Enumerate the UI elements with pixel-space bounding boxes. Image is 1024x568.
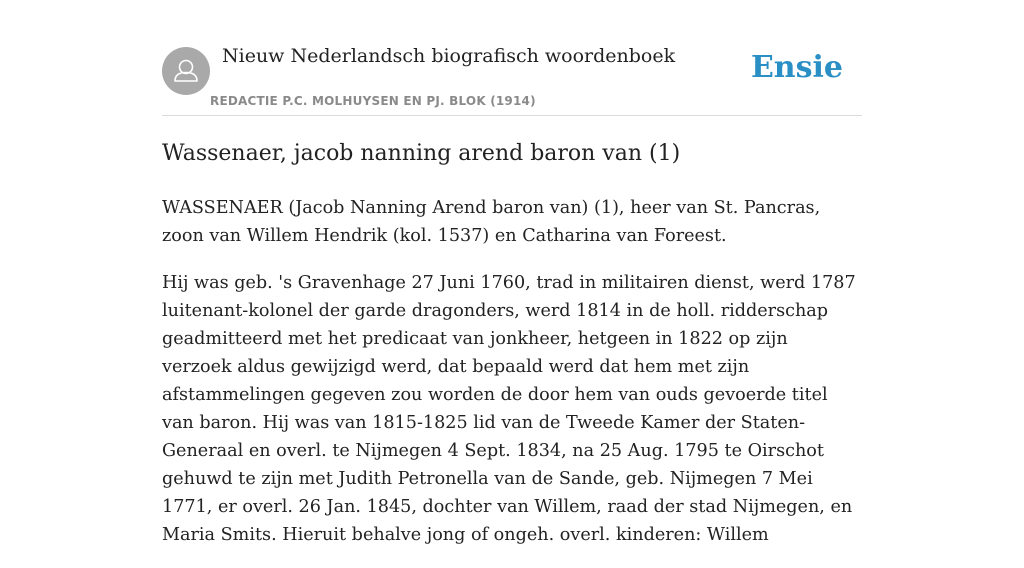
book-editors: REDACTIE P.C. MOLHUYSEN EN PJ. BLOK (1914) <box>210 94 536 108</box>
user-silhouette-icon <box>162 47 210 95</box>
book-title[interactable]: Nieuw Nederlandsch biografisch woordenboek <box>222 45 676 67</box>
brand-logo[interactable]: Ensie <box>750 50 843 85</box>
entry-title: Wassenaer, jacob nanning arend baron van (1) <box>162 141 681 166</box>
header <box>162 0 862 116</box>
entry-paragraph: Hij was geb. 's Gravenhage 27 Juni 1760, trad in militairen dienst, werd 1787 luitenant-kolonel der garde dragonders, werd 1814 in de holl. ridderschap geadmitteerd met het predicaat van jonkheer, hetgeen in 1822 op zijn verzoek aldus gewijzigd werd, dat bepaald werd dat hem met zijn afstammelingen gegeven zou worden de door hem van ouds gevoerde titel van baron. Hij was van 1815-1825 lid van de Tweede Kamer der Staten-Generaal en overl. te Nijmegen 4 Sept. 1834, na 25 Aug. 1795 te Oirschot gehuwd te zijn met Judith Petronella van de Sande, geb. Nijmegen 7 Mei 1771, er overl. 26 Jan. 1845, dochter van Willem, raad der stad Nijmegen, en Maria Smits. Hieruit behalve jong of ongeh. overl. kinderen: Willem <box>162 273 856 545</box>
entry-paragraph: WASSENAER (Jacob Nanning Arend baron van) (1), heer van St. Pancras, zoon van Willem Hendrik (kol. 1537) en Catharina van Foreest. <box>162 198 821 246</box>
user-avatar-icon[interactable] <box>162 47 210 95</box>
page <box>162 0 862 545</box>
